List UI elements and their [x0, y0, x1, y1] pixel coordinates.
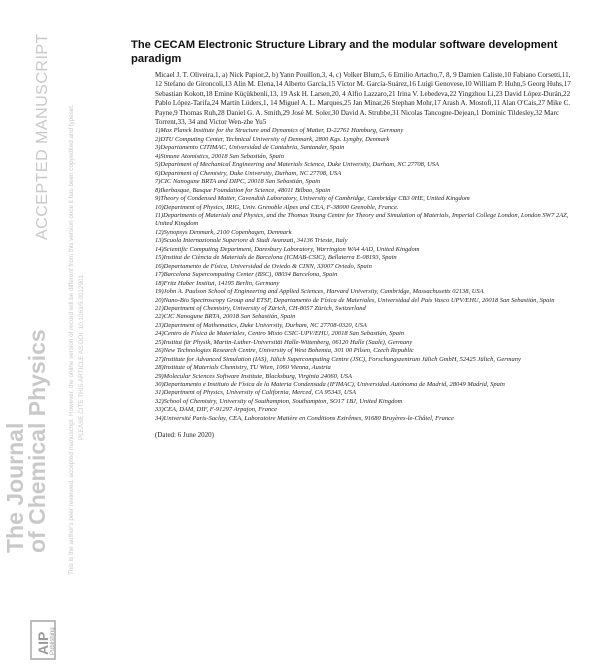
affiliation-item: 21)Department of Chemistry, University of Zürich, CH-8057 Zürich, Switzerland: [155, 304, 366, 312]
journal-name-line1: The Journal: [2, 422, 28, 553]
paper-body: [131, 38, 571, 439]
accepted-manuscript-banner: ACCEPTED MANUSCRIPT: [34, 33, 51, 240]
affiliation-item: 25)Institut für Physik, Martin-Luther-Universität Halle-Wittenberg, 06120 Halle (Saale), Germany: [155, 338, 413, 346]
affiliation-item: 2)DTU Computing Center, Technical University of Denmark, 2800 Kgs. Lyngby, Denmark: [155, 135, 390, 143]
affiliation-item: 1)Max Planck Institute for the Structure and Dynamics of Matter, D-22761 Hamburg, Germany: [155, 127, 404, 135]
copyedit-notice: This is the author's peer reviewed, accepted manuscript. However, the online version of record will be different from this version once it has been copyedited and typeset.: [68, 104, 75, 575]
affiliation-item: 5)Department of Mechanical Engineering and Materials Science, Duke University, Durham, NC 27708, USA: [155, 161, 440, 169]
dated-line: (Dated: 6 June 2020): [155, 431, 214, 440]
affiliation-item: 32)School of Chemistry, University of Southampton, Southampton, SO17 1BJ, United Kingdom: [155, 397, 403, 405]
affiliation-item: 29)Molecular Sciences Software Institute, Blacksburg, Virginia 24060, USA: [155, 372, 353, 380]
affiliation-item: 4)Simune Atomistics, 20018 San Sebastián, Spain: [155, 152, 284, 160]
affiliation-item: 6)Department of Chemistry, Duke University, Durham, NC 27708, USA: [155, 169, 342, 177]
affiliation-item: 3)Departamento CITIMAC, Universidad de Cantabria, Santander, Spain: [155, 144, 345, 152]
affiliation-item: 18)Fritz Haber Institut, 14195 Berlin, Germany: [155, 279, 280, 287]
author-list: Micael J. T. Oliveira,1, a) Nick Papior,2, b) Yann Pouillon,3, 4, c) Volker Blum,5, 6 Emilio Artacho,7, 8, 9 Damien Caliste,10 Fabiano Corsetti,11, 12 Stefano de Gironcoli,13 Alin M. Elena,14 Alberto García,15 Víctor M. García-Suárez,16 Luigi Genovese,10 William P. Huhn,5 Georg Huhs,17 Sebastian Kokott,18 Emine Küçükbenli,13, 19 Ask H. Larsen,20, 4 Alfio Lazzaro,21 Irina V. Lebedeva,22 Yingzhou Li,23 David López-Durán,22 Pablo López-Tarifa,24 Martin Lüders,1, 14 Miguel A. L. Marques,25 Jan Minar,26 Stephan Mohr,17 Arash A. Mostofi,11 Alan O'Cais,27 Mike C. Payne,9 Thomas Ruh,28 Daniel G. A. Smith,29 José M. Soler,30 David A. Strubbe,31 Nicolas Tancogne-Dejean,1 Dominic Tildesley,32 Marc Torrent,33, 34 and Victor Wen-zhe Yu5: [155, 71, 571, 127]
affiliation-item: 17)Barcelona Supercomputing Center (BSC), 08034 Barcelona, Spain: [155, 271, 338, 279]
paper-title: The CECAM Electronic Structure Library and the modular software development paradigm: [131, 39, 558, 65]
affiliation-item: 26)New Technologies Research Centre, University of West Bohemia, 301 00 Pilsen, Czech Republic: [155, 347, 414, 355]
aip-logo: AIP: [35, 631, 51, 655]
affiliation-item: 11)Departments of Materials and Physics, and the Thomas Young Centre for Theory and Simulation of Materials, Imperial College London, London SW7 2AZ, United Kingdom: [155, 211, 569, 228]
affiliation-item: 31)Department of Physics, University of California, Merced, CA 95343, USA: [155, 389, 356, 397]
affiliation-item: 23)Department of Mathematics, Duke University, Durham, NC 27708-0320, USA: [155, 321, 367, 329]
affiliation-item: 8)Ikerbasque, Basque Foundation for Science, 48011 Bilbao, Spain: [155, 186, 331, 194]
affiliation-item: 9)Theory of Condensed Matter, Cavendish Laboratory, University of Cambridge, Cambridge CB3 0HE, United Kingdom: [155, 195, 470, 203]
affiliation-item: 28)Institute of Materials Chemistry, TU Wien, 1060 Vienna, Austria: [155, 364, 331, 372]
affiliation-item: 13)Scuola Internazionale Superiore di Studi Avanzati, 34136 Trieste, Italy: [155, 237, 348, 245]
affiliation-item: 27)Institute for Advanced Simulation (IAS), Jülich Supercomputing Centre (JSC), Forschungszentrum Jülich GmbH, 52425 Jülich, Germany: [155, 355, 521, 363]
affiliation-item: 14)Scientific Computing Department, Daresbury Laboratory, Warrington WA4 4AD, United Kingdom: [155, 245, 420, 253]
doi-citation-notice: PLEASE CITE THIS ARTICLE AS DOI: 10.1063/5.0012901: [78, 275, 85, 440]
affiliation-item: 7)CIC Nanogune BRTA and DIPC, 20018 San Sebastián, Spain: [155, 178, 321, 186]
journal-name-line2: of Chemical Physics: [24, 329, 50, 553]
affiliation-item: 19)John A. Paulson School of Engineering and Applied Sciences, Harvard University, Cambridge, Massachusetts 02138, USA: [155, 288, 484, 296]
affiliation-item: 24)Centro de Física de Materiales, Centro Mixto CSIC-UPV/EHU, 20018 San Sebastián, Spain: [155, 330, 405, 338]
affiliation-list: [131, 127, 571, 423]
affiliation-item: 20)Nano-Bio Spectroscopy Group and ETSF, Departamento de Física de Materiales, Universidad del País Vasco UPV/EHU, 20018 San Sebastián, Spain: [155, 296, 555, 304]
affiliation-item: 30)Departamento e Instituto de Física de la Materia Condensada (IFIMAC), Universidad Autónoma de Madrid, 28049 Madrid, Spain: [155, 381, 505, 389]
affiliation-item: 10)Department of Physics, IRIG, Univ. Grenoble Alpes and CEA, F-38000 Grenoble, France.: [155, 203, 399, 211]
affiliation-item: 34)Université Paris-Saclay, CEA, Laboratoire Matière en Conditions Extrêmes, 91680 Bruyères-le-Châtel, France: [155, 414, 454, 422]
affiliation-item: 33)CEA, DAM, DIF, F-91297 Arpajon, France: [155, 406, 277, 414]
affiliation-item: 22)CIC Nanogune BRTA, 20018 San Sebastián, Spain: [155, 313, 296, 321]
affiliation-item: 15)Institut de Ciència de Materials de Barcelona (ICMAB-CSIC), Bellaterra E-08193, Spain: [155, 254, 397, 262]
affiliation-item: 16)Departamento de Física, Universidad de Oviedo & CINN, 33007 Oviedo, Spain: [155, 262, 372, 270]
aip-publishing-label: Publishing: [50, 627, 56, 655]
affiliation-item: 12)Synopsys Denmark, 2100 Copenhagen, Denmark: [155, 228, 292, 236]
